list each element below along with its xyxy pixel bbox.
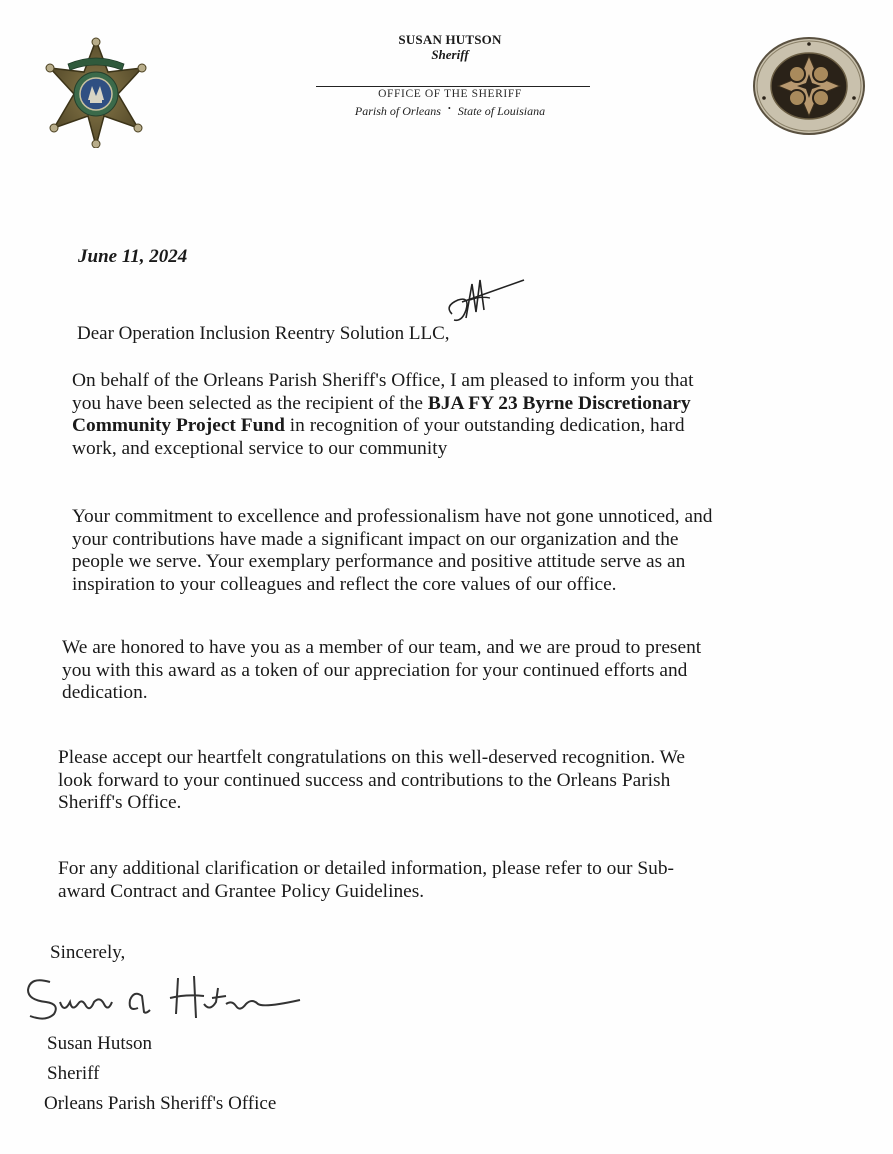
- paragraph-clarification: [58, 858, 858, 903]
- paragraph-line: inspiration to your colleagues and reflect the core values of our office.: [72, 573, 617, 595]
- paragraph-line: [72, 393, 862, 416]
- letterhead-divider: [316, 86, 590, 87]
- award-name-part-2: Community Project Fund: [72, 415, 285, 436]
- signer-name: Susan Hutson: [47, 1033, 153, 1054]
- paragraph-line: look forward to your continued success and contributions to the Orleans Parish: [58, 769, 671, 791]
- paragraph-line: [72, 415, 862, 438]
- letterhead-sheriff-name: SUSAN HUTSON: [398, 32, 502, 47]
- paragraph-text: in recognition of your outstanding dedication, hard: [284, 415, 685, 436]
- paragraph-line: Please accept our heartfelt congratulations on this well-deserved recognition. We: [58, 747, 685, 768]
- paragraph-line: Your commitment to excellence and professionalism have not gone unnoticed, and: [72, 506, 713, 527]
- paragraph-line: you with this award as a token of our appreciation for your continued efforts and: [62, 659, 688, 681]
- paragraph-line: For any additional clarification or detailed information, please refer to our Sub-: [58, 858, 674, 879]
- signer-title: Sheriff: [47, 1063, 100, 1084]
- letterhead-office: OFFICE OF THE SHERIFF: [378, 88, 522, 100]
- sheriff-star-badge-icon: [42, 36, 150, 148]
- letterhead-separator: •: [447, 104, 451, 113]
- handwritten-initials-icon: [440, 270, 530, 330]
- paragraph-line: dedication.: [62, 682, 148, 703]
- paragraph-honored: [62, 637, 862, 705]
- award-name-part-1: BJA FY 23 Byrne Discretionary: [427, 392, 691, 414]
- paragraph-text: you have been selected as the recipient of the: [72, 392, 428, 414]
- letterhead-sheriff-title: Sheriff: [431, 47, 469, 62]
- paragraph-line: We are honored to have you as a member of our team, and we are proud to present: [62, 637, 702, 658]
- handwritten-signature-icon: [20, 968, 310, 1028]
- paragraph-line: On behalf of the Orleans Parish Sheriff's Office, I am pleased to inform you that: [72, 370, 694, 391]
- paragraph-line: people we serve. Your exemplary performance and positive attitude serve as an: [72, 551, 686, 572]
- paragraph-line: award Contract and Grantee Policy Guidelines.: [58, 880, 425, 902]
- letterhead-state: State of Louisiana: [457, 104, 546, 118]
- letterhead-location: [300, 104, 600, 119]
- letterhead-parish: Parish of Orleans: [354, 104, 441, 118]
- paragraph-line: Sheriff's Office.: [58, 792, 182, 813]
- paragraph-award-notice: [72, 370, 862, 460]
- letter-closing: Sincerely,: [50, 942, 126, 963]
- letterhead-header: [300, 32, 600, 63]
- signer-organization: Orleans Parish Sheriff's Office: [44, 1093, 277, 1114]
- letter-date: June 11, 2024: [78, 246, 188, 267]
- letter-salutation: Dear Operation Inclusion Reentry Solution LLC,: [77, 323, 450, 344]
- paragraph-line: your contributions have made a significant impact on our organization and the: [72, 528, 679, 550]
- paragraph-commitment: [72, 506, 872, 596]
- community-seal-icon: [752, 36, 866, 136]
- paragraph-line: work, and exceptional service to our community: [72, 437, 448, 459]
- paragraph-congratulations: [58, 747, 858, 815]
